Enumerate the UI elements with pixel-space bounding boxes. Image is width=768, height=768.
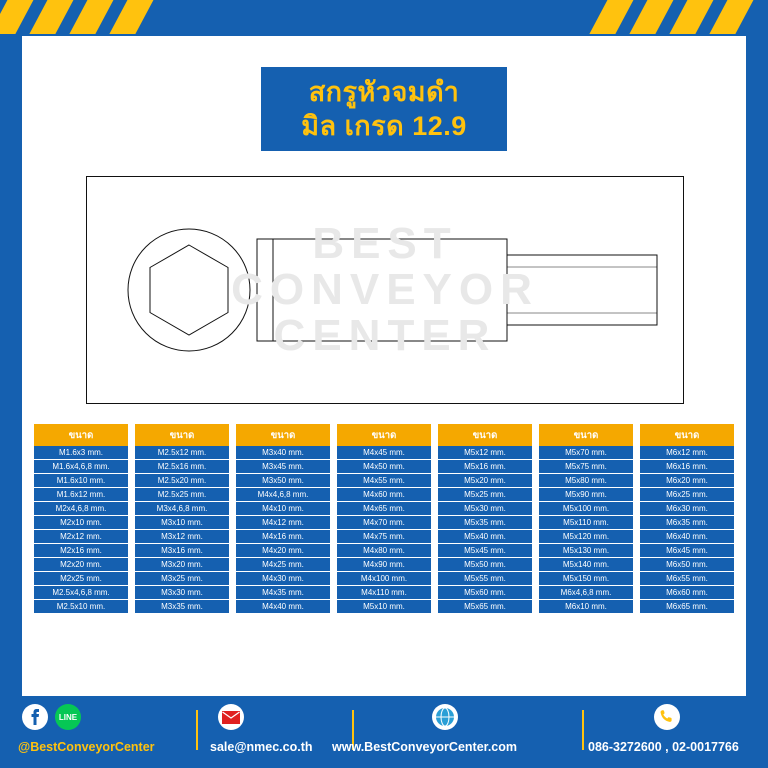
table-header: ขนาด xyxy=(337,424,431,446)
table-header: ขนาด xyxy=(34,424,128,446)
table-row: M6x30 mm. xyxy=(640,502,734,516)
email-contact[interactable] xyxy=(218,704,244,730)
footer-divider xyxy=(582,710,584,750)
phone-contact[interactable] xyxy=(654,704,680,730)
table-row: M5x25 mm. xyxy=(438,488,532,502)
size-table-3 xyxy=(236,424,330,614)
table-row: M3x12 mm. xyxy=(135,530,229,544)
table-header: ขนาด xyxy=(135,424,229,446)
table-row: M6x25 mm. xyxy=(640,488,734,502)
table-row: M5x110 mm. xyxy=(539,516,633,530)
table-row: M2.5x12 mm. xyxy=(135,446,229,460)
table-row: M4x70 mm. xyxy=(337,516,431,530)
line-icon-label: LINE xyxy=(58,712,78,722)
table-header: ขนาด xyxy=(640,424,734,446)
table-row: M4x25 mm. xyxy=(236,558,330,572)
table-row: M6x4,6,8 mm. xyxy=(539,586,633,600)
size-table-5 xyxy=(438,424,532,614)
table-row: M5x90 mm. xyxy=(539,488,633,502)
table-row: M5x12 mm. xyxy=(438,446,532,460)
table-row: M6x12 mm. xyxy=(640,446,734,460)
table-row: M5x60 mm. xyxy=(438,586,532,600)
table-row: M4x55 mm. xyxy=(337,474,431,488)
table-row: M2x16 mm. xyxy=(34,544,128,558)
table-row: M3x30 mm. xyxy=(135,586,229,600)
email-address[interactable]: sale@nmec.co.th xyxy=(210,740,313,754)
table-row: M4x60 mm. xyxy=(337,488,431,502)
table-row: M4x10 mm. xyxy=(236,502,330,516)
table-row: M6x16 mm. xyxy=(640,460,734,474)
table-row: M5x16 mm. xyxy=(438,460,532,474)
chevron-strip-bottom xyxy=(0,746,768,768)
table-row: M5x75 mm. xyxy=(539,460,633,474)
table-row: M5x55 mm. xyxy=(438,572,532,586)
table-row: M6x40 mm. xyxy=(640,530,734,544)
table-row: M4x30 mm. xyxy=(236,572,330,586)
table-row: M6x60 mm. xyxy=(640,586,734,600)
table-header: ขนาด xyxy=(236,424,330,446)
table-row: M3x45 mm. xyxy=(236,460,330,474)
table-row: M4x4,6,8 mm. xyxy=(236,488,330,502)
table-row: M1.6x12 mm. xyxy=(34,488,128,502)
table-row: M5x140 mm. xyxy=(539,558,633,572)
table-row: M3x16 mm. xyxy=(135,544,229,558)
table-row: M6x10 mm. xyxy=(539,600,633,614)
socket-head-cap-screw-drawing xyxy=(87,177,683,403)
table-row: M4x100 mm. xyxy=(337,572,431,586)
product-drawing xyxy=(86,176,684,404)
table-row: M3x4,6,8 mm. xyxy=(135,502,229,516)
table-row: M6x45 mm. xyxy=(640,544,734,558)
table-row: M4x40 mm. xyxy=(236,600,330,614)
facebook-icon xyxy=(22,704,48,730)
table-row: M5x120 mm. xyxy=(539,530,633,544)
table-row: M2x20 mm. xyxy=(34,558,128,572)
size-table-2 xyxy=(135,424,229,614)
table-row: M4x12 mm. xyxy=(236,516,330,530)
table-header: ขนาด xyxy=(539,424,633,446)
table-row: M5x50 mm. xyxy=(438,558,532,572)
table-row: M6x35 mm. xyxy=(640,516,734,530)
table-row: M1.6x10 mm. xyxy=(34,474,128,488)
size-table-4 xyxy=(337,424,431,614)
facebook-contact[interactable] xyxy=(22,704,81,730)
table-row: M5x65 mm. xyxy=(438,600,532,614)
table-row: M5x40 mm. xyxy=(438,530,532,544)
table-row: M4x110 mm. xyxy=(337,586,431,600)
facebook-handle[interactable]: @BestConveyorCenter xyxy=(18,740,155,754)
line-icon xyxy=(55,704,81,730)
table-row: M2.5x4,6,8 mm. xyxy=(34,586,128,600)
table-row: M5x45 mm. xyxy=(438,544,532,558)
size-table-1 xyxy=(34,424,128,614)
page-title xyxy=(258,64,510,154)
table-row: M2.5x25 mm. xyxy=(135,488,229,502)
footer-divider xyxy=(196,710,198,750)
email-icon xyxy=(218,704,244,730)
table-row: M4x20 mm. xyxy=(236,544,330,558)
table-row: M3x25 mm. xyxy=(135,572,229,586)
table-row: M5x35 mm. xyxy=(438,516,532,530)
table-row: M4x90 mm. xyxy=(337,558,431,572)
table-row: M6x55 mm. xyxy=(640,572,734,586)
table-row: M4x50 mm. xyxy=(337,460,431,474)
table-row: M1.6x4,6,8 mm. xyxy=(34,460,128,474)
table-row: M5x150 mm. xyxy=(539,572,633,586)
table-row: M2.5x16 mm. xyxy=(135,460,229,474)
watermark-line-3: CENTER xyxy=(273,311,497,360)
table-row: M6x20 mm. xyxy=(640,474,734,488)
table-row: M5x130 mm. xyxy=(539,544,633,558)
table-row: M4x75 mm. xyxy=(337,530,431,544)
table-row: M6x50 mm. xyxy=(640,558,734,572)
size-table-6 xyxy=(539,424,633,614)
table-row: M5x100 mm. xyxy=(539,502,633,516)
watermark-line-2: CONVEYOR xyxy=(231,265,539,314)
table-row: M4x16 mm. xyxy=(236,530,330,544)
table-row: M2x25 mm. xyxy=(34,572,128,586)
table-row: M4x45 mm. xyxy=(337,446,431,460)
globe-icon xyxy=(432,704,458,730)
website-contact[interactable] xyxy=(432,704,458,730)
table-row: M3x35 mm. xyxy=(135,600,229,614)
table-row: M2x12 mm. xyxy=(34,530,128,544)
table-row: M3x20 mm. xyxy=(135,558,229,572)
table-row: M3x40 mm. xyxy=(236,446,330,460)
chevron-strip-top xyxy=(0,0,768,34)
table-row: M2x4,6,8 mm. xyxy=(34,502,128,516)
table-row: M1.6x3 mm. xyxy=(34,446,128,460)
table-row: M5x80 mm. xyxy=(539,474,633,488)
table-row: M5x70 mm. xyxy=(539,446,633,460)
table-row: M4x65 mm. xyxy=(337,502,431,516)
table-row: M4x35 mm. xyxy=(236,586,330,600)
table-row: M4x80 mm. xyxy=(337,544,431,558)
table-row: M2.5x10 mm. xyxy=(34,600,128,614)
watermark-line-1: BEST xyxy=(312,219,458,268)
table-row: M3x50 mm. xyxy=(236,474,330,488)
table-row: M3x10 mm. xyxy=(135,516,229,530)
table-row: M6x65 mm. xyxy=(640,600,734,614)
table-header: ขนาด xyxy=(438,424,532,446)
table-row: M5x10 mm. xyxy=(337,600,431,614)
phone-number[interactable]: 086-3272600 , 02-0017766 xyxy=(588,740,739,754)
table-row: M2.5x20 mm. xyxy=(135,474,229,488)
table-row: M2x10 mm. xyxy=(34,516,128,530)
table-row: M5x30 mm. xyxy=(438,502,532,516)
size-table-7 xyxy=(640,424,734,614)
title-line-1: สกรูหัวจมดำ xyxy=(308,77,460,107)
title-line-2: มิล เกรด 12.9 xyxy=(301,111,467,141)
website-url[interactable]: www.BestConveyorCenter.com xyxy=(332,740,518,754)
table-row: M5x20 mm. xyxy=(438,474,532,488)
phone-icon xyxy=(654,704,680,730)
